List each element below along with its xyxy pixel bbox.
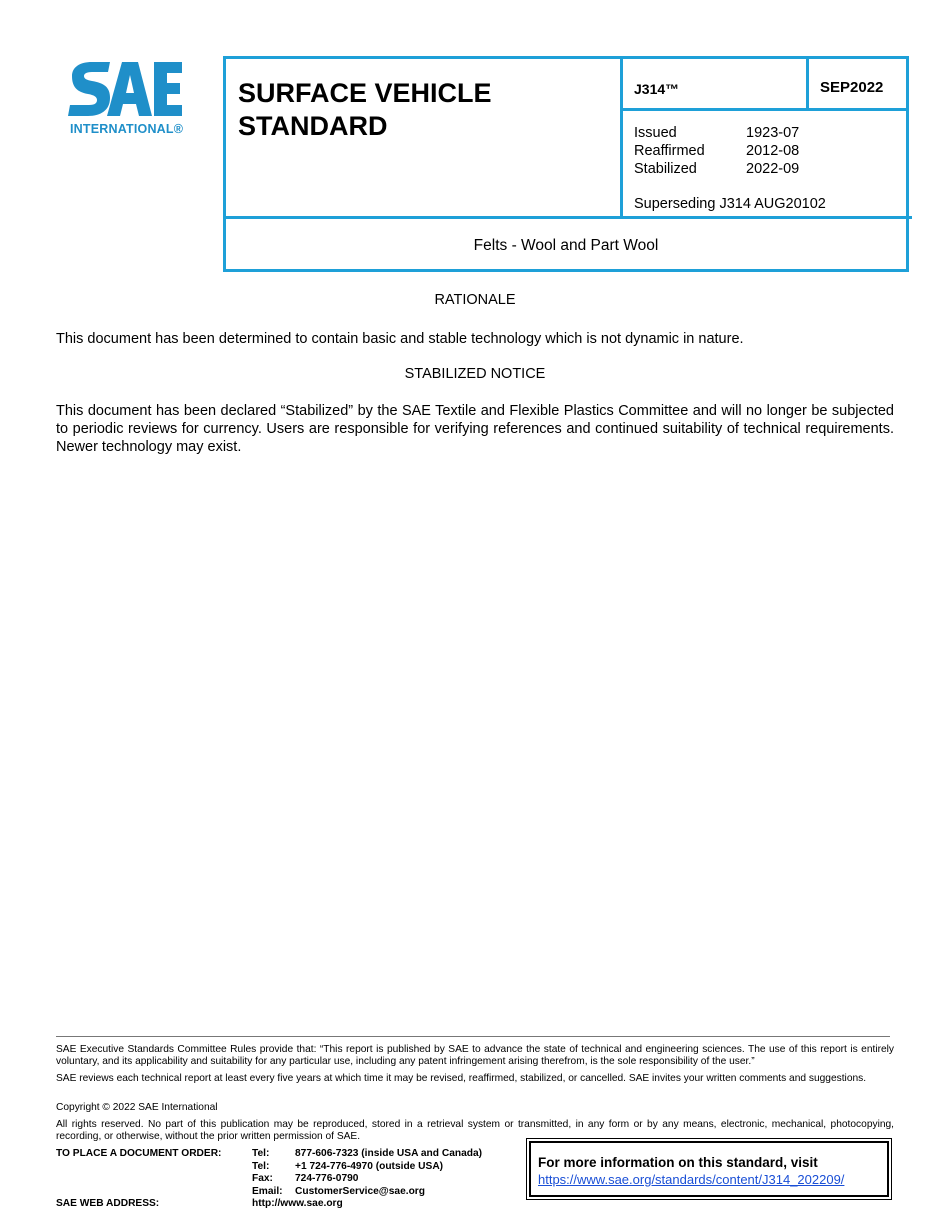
document-title: Felts - Wool and Part Wool xyxy=(473,237,659,254)
rights-text: All rights reserved. No part of this publication may be reproduced, stored in a retrieval system or transmitted, in any form or by any means, electronic, mechanical, photocopying, recording, or otherwise, without the prior written permission of SAE. xyxy=(56,1119,894,1142)
document-number: J314™ xyxy=(634,81,680,97)
more-info-heading: For more information on this standard, visit xyxy=(538,1155,818,1170)
standard-type: SURFACE VEHICLE STANDARD xyxy=(238,78,492,141)
contact-phone-domestic: 877-606-7323 (inside USA and Canada) xyxy=(295,1148,483,1159)
rationale-heading: RATIONALE xyxy=(434,292,516,308)
standard-link[interactable]: https://www.sae.org/standards/content/J314_202209/ xyxy=(538,1172,845,1187)
header-divider xyxy=(226,216,912,219)
web-address[interactable]: http://www.sae.org xyxy=(252,1198,343,1209)
date-row-stabilized xyxy=(634,160,799,178)
date-row-issued xyxy=(634,124,799,142)
contact-label: Email: xyxy=(252,1185,283,1197)
notice-text: This document has been declared “Stabilized” by the SAE Textile and Flexible Plastics Committee and will no longer be subjected to periodic reviews for currency. Users are responsible for verifying references and continued suitability of technical requirements. Newer technology may exist. xyxy=(56,403,894,455)
sae-logo-icon xyxy=(68,60,184,118)
document-date: SEP2022 xyxy=(820,79,884,96)
copyright: Copyright © 2022 SAE International xyxy=(56,1102,218,1113)
contact-label: Tel: xyxy=(252,1148,270,1159)
notice-heading: STABILIZED NOTICE xyxy=(404,366,546,382)
date-label: Issued xyxy=(634,125,677,141)
order-label: TO PLACE A DOCUMENT ORDER: xyxy=(56,1148,222,1159)
date-label: Stabilized xyxy=(634,161,697,177)
date-label: Reaffirmed xyxy=(634,143,705,159)
footer-divider xyxy=(56,1036,890,1037)
more-info-box xyxy=(526,1138,892,1200)
contact-email[interactable]: CustomerService@sae.org xyxy=(295,1185,425,1197)
date-value: 2012-08 xyxy=(746,143,800,159)
web-label: SAE WEB ADDRESS: xyxy=(56,1198,160,1209)
contact-phone-international: +1 724-776-4970 (outside USA) xyxy=(295,1160,444,1172)
date-value: 1923-07 xyxy=(746,125,800,141)
date-row-reaffirmed xyxy=(634,142,799,160)
date-value: 2022-09 xyxy=(746,161,800,177)
header-divider xyxy=(620,59,623,217)
rationale-text: This document has been determined to contain basic and stable technology which is not dynamic in nature. xyxy=(56,331,744,347)
header-divider xyxy=(620,108,909,111)
contact-label: Tel: xyxy=(252,1160,270,1172)
header-box xyxy=(223,56,909,272)
logo-subtitle: INTERNATIONAL® xyxy=(70,122,184,136)
date-history xyxy=(634,124,799,178)
superseding-note: Superseding J314 AUG20102 xyxy=(634,196,826,212)
header-divider xyxy=(806,59,809,109)
committee-rules-text: SAE Executive Standards Committee Rules provide that: “This report is published by SAE to advance the state of technical and engineering sciences. The use of this report is entirely voluntary, and its applicability and suitability for any particular use, including any patent infringement arising therefrom, is the sole responsibility of the user.” xyxy=(56,1044,894,1067)
sae-logo xyxy=(68,60,198,140)
contact-fax: 724-776-0790 xyxy=(295,1173,359,1184)
more-info-inner xyxy=(529,1141,889,1197)
review-text: SAE reviews each technical report at least every five years at which time it may be revised, reaffirmed, stabilized, or cancelled. SAE invites your written comments and suggestions. xyxy=(56,1073,867,1084)
contact-label: Fax: xyxy=(252,1173,273,1184)
